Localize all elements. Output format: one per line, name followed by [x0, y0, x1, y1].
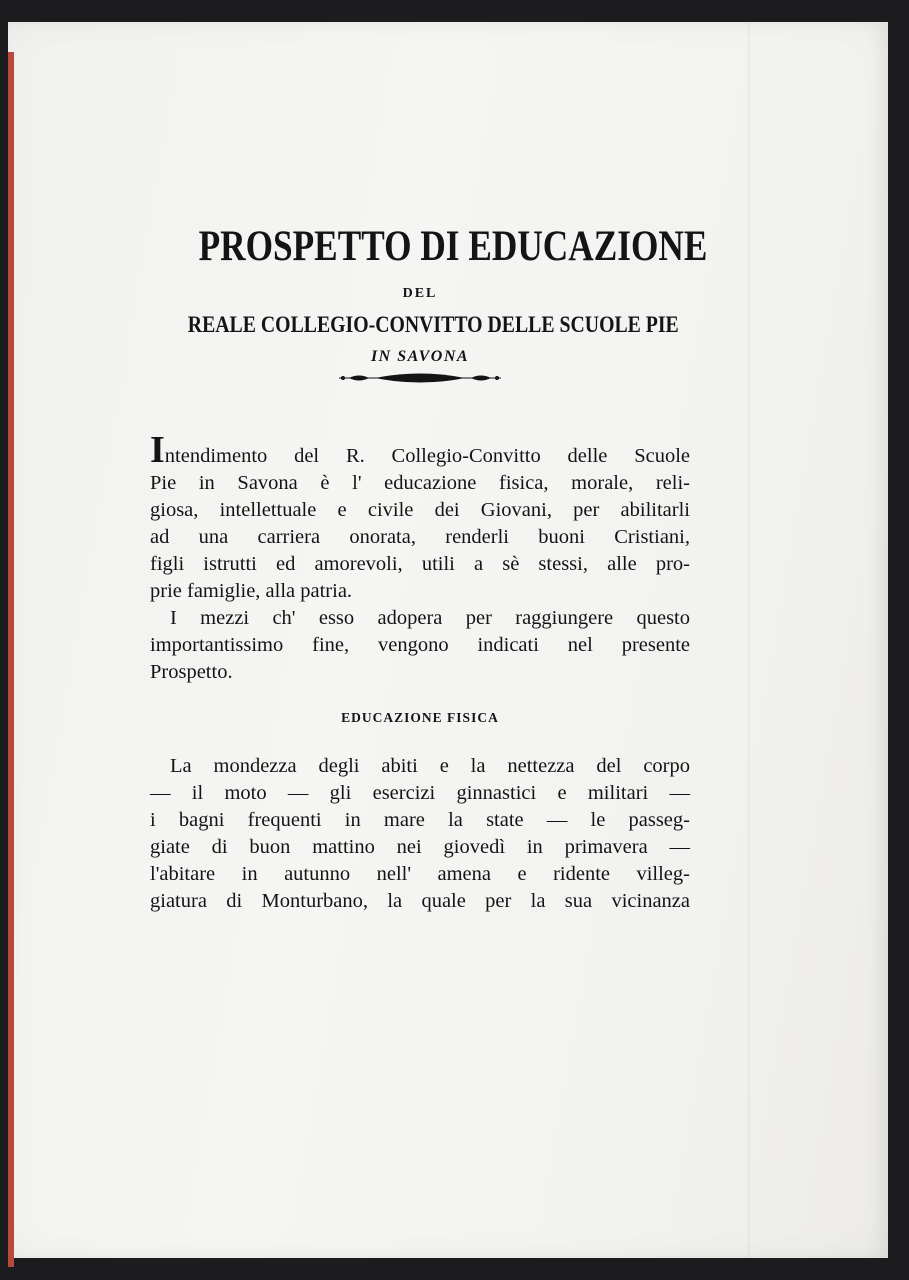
page-content — [150, 223, 708, 915]
text-line: Prospetto. — [150, 661, 233, 683]
text-line: l'abitare in autunno nell' amena e ridente villeg- — [150, 863, 690, 885]
text-line: giatura di Monturbano, la quale per la sua vicinanza — [150, 890, 690, 912]
page-fold — [748, 22, 750, 1258]
document-page — [8, 22, 888, 1258]
adjacent-page-edge — [8, 52, 14, 1267]
institution-name: REALE COLLEGIO-CONVITTO DELLE SCUOLE PIE — [187, 312, 679, 337]
paragraph-intro — [150, 429, 690, 605]
text-line: giosa, intellettuale e civile dei Giovani, per abilitarli — [150, 499, 690, 521]
text-line: Pie in Savona è l' educazione fisica, morale, reli- — [150, 472, 690, 494]
drop-cap: I — [150, 429, 165, 471]
paragraph-physical-education — [150, 753, 690, 915]
text-line: prie famiglie, alla patria. — [150, 580, 353, 602]
text-line: Intendimento del R. Collegio-Convitto delle Scuole — [150, 429, 690, 471]
text-line: — il moto — gli esercizi ginnastici e militari — — [150, 782, 690, 804]
paragraph-means — [150, 605, 690, 686]
body-text — [150, 429, 690, 915]
text-line: La mondezza degli abiti e la nettezza del corpo — [170, 755, 690, 777]
ornament-divider-icon — [335, 370, 505, 386]
text-line: importantissimo fine, vengono indicati nel presente — [150, 634, 690, 656]
text-line: ad una carriera onorata, renderli buoni Cristiani, — [150, 526, 690, 548]
text-line: giate di buon mattino nei giovedì in primavera — — [150, 836, 690, 858]
text-line: figli istrutti ed amorevoli, utili a sè stessi, alle pro- — [150, 553, 690, 575]
section-heading: EDUCAZIONE FISICA — [341, 710, 499, 725]
title-connector: DEL — [402, 286, 438, 301]
text-line: i bagni frequenti in mare la state — le passeg- — [150, 809, 690, 831]
text-line: I mezzi ch' esso adopera per raggiungere questo — [170, 607, 690, 629]
place-name: IN SAVONA — [370, 348, 470, 365]
page-title: PROSPETTO DI EDUCAZIONE — [198, 223, 708, 270]
